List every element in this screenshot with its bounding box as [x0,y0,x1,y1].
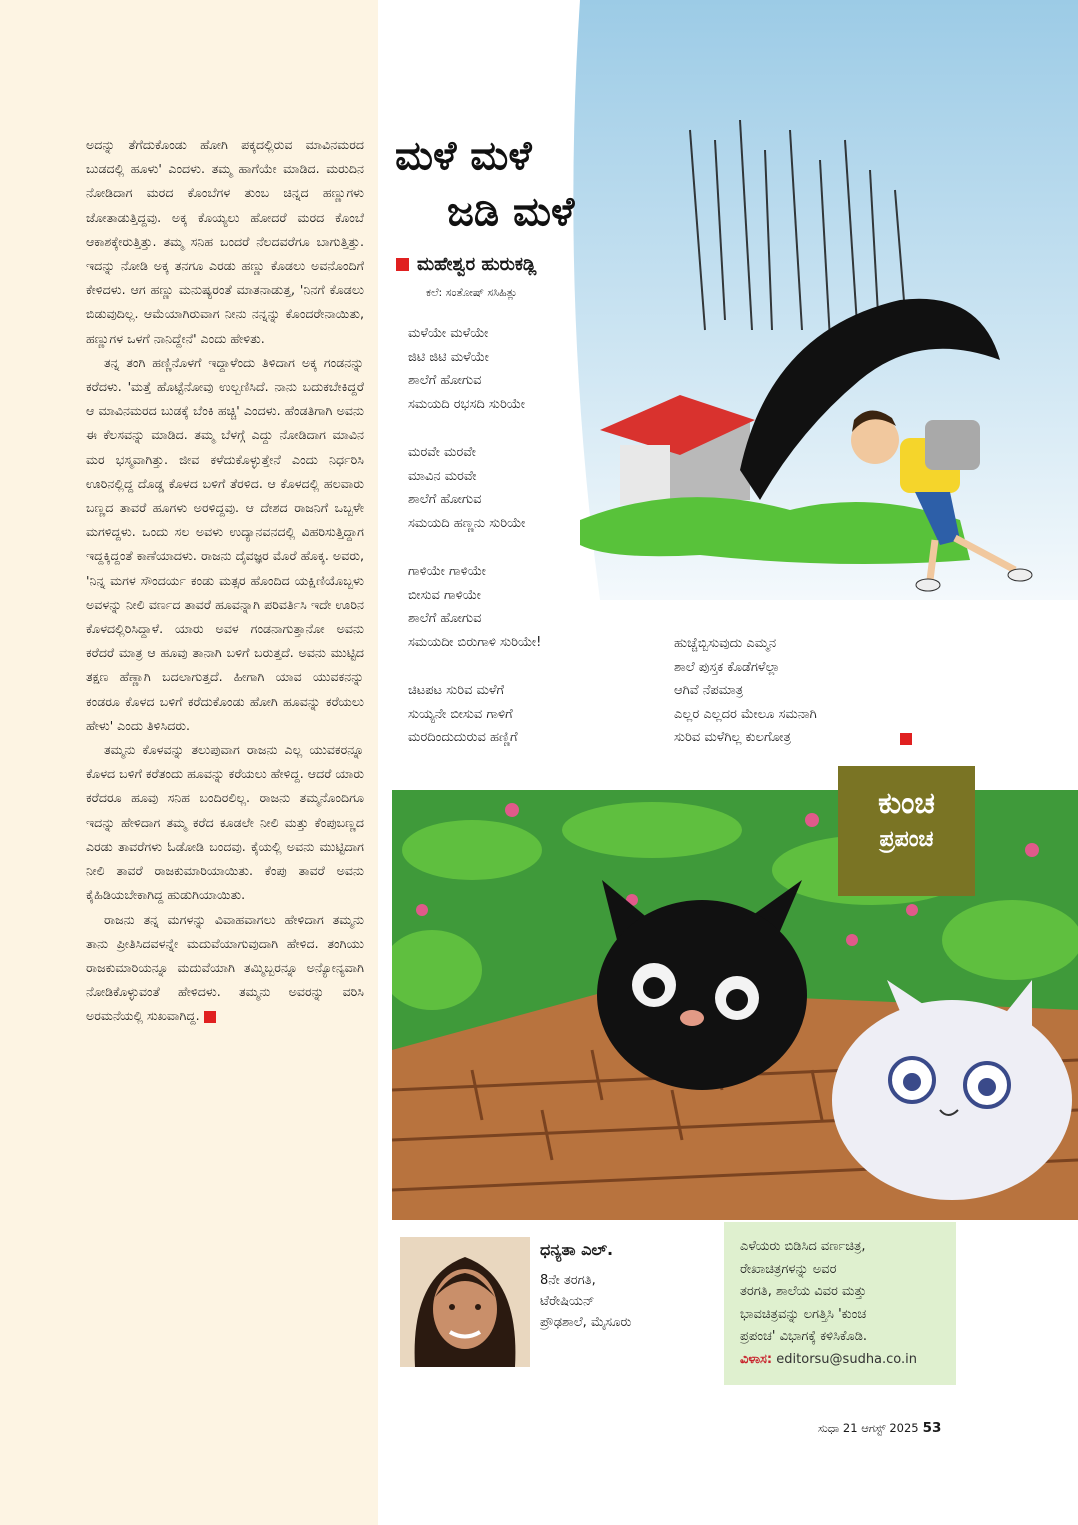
story-paragraph: ಅದನ್ನು ತೆಗೆದುಕೊಂಡು ಹೋಗಿ ಪಕ್ಕದಲ್ಲಿರುವ ಮಾವಿನಮರದ ಬುಡದಲ್ಲಿ ಹೂಳು' ಎಂದಳು. ತಮ್ಮ ಹಾಗೆಯೇ ಮಾಡಿದ. ಮರುದಿನ ನೋಡಿದಾಗ ಮರದ ಕೊಂಬೆಗಳ ತುಂಬ ಚಿನ್ನದ ಹಣ್ಣುಗಳು ಜೋತಾಡುತ್ತಿದ್ದವು. ಅಕ್ಕ ಕೊಯ್ಯಲು ಹೋದರೆ ಮರದ ಕೊಂಬೆ ಆಕಾಶಕ್ಕೇರುತ್ತಿತ್ತು. ತಮ್ಮ ಸನಿಹ ಬಂದರೆ ನೆಲದವರೆಗೂ ಬಾಗುತ್ತಿತ್ತು. ಇದನ್ನು ನೋಡಿ ಅಕ್ಕ ತನಗೂ ಎರಡು ಹಣ್ಣು ಕೊಡಲು ಅವನೊಂದಿಗೆ ಕೇಳಿದಳು. ಆಗ ಹಣ್ಣು ಮನುಷ್ಯರಂತೆ ಮಾತನಾಡುತ್ತ, 'ನಿನಗೆ ಕೊಡಲು ಬಿಡುವುದಿಲ್ಲ. ಆಮೆಯಾಗಿರುವಾಗ ನೀನು ನನ್ನನ್ನು ಕೊಂದರೇನಾಯಿತು, ಹಣ್ಣುಗಳ ಒಳಗೆ ನಾನಿದ್ದೇನೆ' ಎಂದು ಹೇಳಿತು. [86,137,364,346]
poem-line: ಮರದಿಂದುದುರುವ ಹಣ್ಣಿಗೆ [408,730,518,745]
cats-on-wall-painting [392,790,1078,1220]
badge-line-2: ಪ್ರಪಂಚ [879,826,934,852]
address-email[interactable]: editorsu@sudha.co.in [776,1351,918,1367]
poem-line: ಸುರಿವ ಮಳೆಗಿಲ್ಲ ಕುಲಗೋತ್ರ [674,730,791,745]
artist-info-line: 8ನೇ ತರಗತಿ, [540,1273,596,1288]
submission-info-box [724,1222,956,1385]
kuncha-prapancha-badge [838,766,975,896]
poem-art-credit: ಕಲೆ: ಸಂತೋಷ್ ಸಸಿಹಿತ್ಲು [426,286,518,299]
artist-name: ಧನ್ಯತಾ ಎಲ್. [540,1240,614,1259]
story-final-text: ರಾಜನು ತನ್ನ ಮಗಳನ್ನು ವಿವಾಹವಾಗಲು ಹೇಳಿದಾಗ ತಮ್ಮನು ತಾನು ಪ್ರೀತಿಸಿದವಳನ್ನೇ ಮದುವೆಯಾಗುವುದಾಗಿ ಹೇಳಿದ. ತಂಗಿಯು ರಾಜಕುಮಾರಿಯನ್ನೂ ಮದುವೆಯಾಗಿ ತಮ್ಮಿಬ್ಬರನ್ನೂ ಅನ್ಯೋನ್ಯವಾಗಿ ನೋಡಿಕೊಳ್ಳುವಂತೆ ಹೇಳಿದಳು. ತಮ್ಮನು ಅವರನ್ನು ವರಿಸಿ ಅರಮನೆಯಲ್ಲಿ ಸುಖವಾಗಿದ್ದ. [86,911,364,1024]
poem-stanza-5 [674,632,817,750]
poem-line: ಶಾಲೆಗೆ ಹೋಗುವ [408,492,482,507]
poem-line: ಎಲ್ಲರ ಎಲ್ಲದರ ಮೇಲೂ ಸಮನಾಗಿ [674,706,817,722]
address-label: ವಿಳಾಸ: [740,1351,773,1367]
poem-line: ಹುಚ್ಚೆಬ್ಬಿಸುವುದು ಎಮ್ಮನ [674,636,777,651]
submission-address [740,1349,950,1372]
poem-line: ಚಿಟಪಟ ಸುರಿವ ಮಳೆಗೆ [408,683,505,698]
poem-title-line-1: ಮಳೆ ಮಳೆ [395,132,532,179]
submission-line: ಪ್ರಪಂಚ' ವಿಭಾಗಕ್ಕೆ ಕಳಿಸಿಕೊಡಿ. [740,1329,868,1344]
story-paragraph: ತಮ್ಮನು ಕೊಳವನ್ನು ತಲುಪುವಾಗ ರಾಜನು ಎಲ್ಲ ಯುವಕರನ್ನೂ ಕೊಳದ ಬಳಿಗೆ ಕರೆತಂದು ಹೂವನ್ನು ಕರೆಯಲು ಹೇಳಿದ್ದ. ಆದರೆ ಯಾರು ಕರೆದರೂ ಹೂವು ಸನಿಹ ಬಂದಿರಲಿಲ್ಲ. ರಾಜನು ತಮ್ಮನೊಂದಿಗೂ ಇದನ್ನು ಹೇಳಿದಾಗ ತಮ್ಮ ಕರೆದ ಕೂಡಲೇ ನೀಲಿ ಮತ್ತು ಕೆಂಪುಬಣ್ಣದ ಎರಡು ತಾವರೆಗಳು ಓಡೋಡಿ ಬಂದವು. ಕೈಯಲ್ಲಿ ಅವನು ಮುಟ್ಟಿದಾಗ ನೀಲಿ ತಾವರೆ ರಾಜಕುಮಾರಿಯಾಯಿತು. ಕೆಂಪು ತಾವರೆ ಅವನು ಕೈಹಿಡಿಯಬೇಕಾಗಿದ್ದ ಹುಡುಗಿಯಾಯಿತು. [86,742,364,903]
poem-line: ಮಾವಿನ ಮರವೇ [408,468,477,484]
poem-stanza-1 [408,322,525,416]
poem-line: ಬೀಸುವ ಗಾಳಿಯೇ [408,587,481,603]
submission-line: ಭಾವಚಿತ್ರವನ್ನು ಲಗತ್ತಿಸಿ 'ಕುಂಚ [740,1306,867,1322]
poem-title-line-2: ಜಡಿ ಮಳೆ [447,188,575,235]
poem-line: ಸಮಯದಿ ಹಣ್ಣನು ಸುರಿಯೇ [408,515,526,531]
author-red-square [396,258,409,271]
poem-title [395,128,655,240]
artist-info [540,1270,631,1333]
poem-end-mark [900,733,912,745]
submission-line: ತರಗತಿ, ಶಾಲೆಯ ವಿವರ ಮತ್ತು [740,1284,867,1299]
page-number: 53 [922,1420,942,1436]
poem-line: ಗಾಳಿಯೇ ಗಾಳಿಯೇ [408,564,486,579]
story-text [86,133,364,1029]
poem-stanza-2 [408,441,525,535]
poem-stanza-3 [408,560,541,654]
story-paragraph [86,908,364,1029]
poem-author-name: ಮಹೇಶ್ವರ ಹುರುಕಡ್ಲಿ [417,254,537,275]
poem-line: ಆಗಿವೆ ನೆಪಮಾತ್ರ [674,683,744,698]
poem-line: ಜಿಟಿ ಜಿಟಿ ಮಳೆಯೇ [408,349,489,365]
artist-photo [400,1237,530,1367]
poem-line: ಸಮಯದೀ ಬಿರುಗಾಳಿ ಸುರಿಯೇ! [408,634,542,650]
poem-line: ಮಳೆಯೇ ಮಳೆಯೇ [408,326,489,341]
poem-line: ಸಮಯದಿ ರಭಸದಿ ಸುರಿಯೇ [408,396,525,412]
poem-line: ಶಾಲೆ ಪುಸ್ತಕ ಕೊಡೆಗಳೆಲ್ಲಾ [674,659,780,675]
artist-info-line: ಟೆರೇಷಿಯನ್ [540,1294,595,1309]
submission-line: ಎಳೆಯರು ಬಿಡಿಸಿದ ವರ್ಣಚಿತ್ರ, [740,1239,866,1254]
poem-line: ಶಾಲೆಗೆ ಹೋಗುವ [408,611,482,626]
poem-author [396,254,536,275]
poem-line: ಮರವೇ ಮರವೇ [408,445,476,460]
badge-line-1: ಕುಂಚ [878,786,935,821]
artist-info-line: ಪ್ರೌಢಶಾಲೆ, ಮೈಸೂರು [540,1315,632,1330]
poem-stanza-4 [408,679,518,750]
submission-text [740,1236,950,1371]
issue-info: ಸುಧಾ 21 ಆಗಸ್ಟ್ 2025 [818,1421,919,1435]
poem-line: ಸುಯ್ಯನೇ ಬೀಸುವ ಗಾಳಿಗೆ [408,706,513,722]
submission-line: ರೇಖಾಚಿತ್ರಗಳನ್ನು ಅವರ [740,1261,837,1277]
story-end-mark [204,1011,216,1023]
page-footer [818,1420,941,1436]
story-paragraph: ತನ್ನ ತಂಗಿ ಹಣ್ಣಿನೊಳಗೆ ಇದ್ದಾಳೆಂದು ತಿಳಿದಾಗ ಅಕ್ಕ ಗಂಡನನ್ನು ಕರೆದಳು. 'ಮತ್ತೆ ಹೊಟ್ಟೆನೋವು ಉಲ್ಬಣಿಸಿದೆ. ನಾನು ಬದುಕಬೇಕಿದ್ದರೆ ಆ ಮಾವಿನಮರದ ಬುಡಕ್ಕೆ ಬೆಂಕಿ ಹಚ್ಚಿ' ಎಂದಳು. ಹೆಂಡತಿಗಾಗಿ ಅವನು ಈ ಕೆಲಸವನ್ನು ಮಾಡಿದ. ತಮ್ಮ ಬೆಳಗ್ಗೆ ಎದ್ದು ನೋಡಿದಾಗ ಮಾವಿನ ಮರ ಭಸ್ಮವಾಗಿತ್ತು. ಜೀವ ಕಳೆದುಕೊಳ್ಳುತ್ತೇನೆ ಎಂದು ನಿರ್ಧರಿಸಿ ಊರಿನಲ್ಲಿದ್ದ ದೊಡ್ಡ ಕೊಳದ ಬಳಿಗೆ ತೆರಳಿದ. ಆ ಕೊಳದಲ್ಲಿ ಹಲವಾರು ಬಣ್ಣದ ತಾವರೆ ಹೂಗಳು ಅರಳಿದ್ದವು. ಆ ದೇಶದ ರಾಜನಿಗೆ ಒಬ್ಬಳೇ ಮಗಳಿದ್ದಳು. ಒಂದು ಸಲ ಅವಳು ಉದ್ಯಾನವನದಲ್ಲಿ ವಿಹರಿಸುತ್ತಿದ್ದಾಗ ಇದ್ದಕ್ಕಿದ್ದಂತೆ ಕಾಣೆಯಾದಳು. ರಾಜನು ದೈವಜ್ಞರ ಮೊರೆ ಹೊಕ್ಕ. ಅವರು, 'ನಿನ್ನ ಮಗಳ ಸೌಂದರ್ಯ ಕಂಡು ಮತ್ಸರ ಹೊಂದಿದ ಯಕ್ಷಿಣಿಯೊಬ್ಬಳು ಅವಳನ್ನು ನೀಲಿ ವರ್ಣದ ತಾವರೆ ಹೂವನ್ನಾಗಿ ಪರಿವರ್ತಿಸಿ ಇದೇ ಊರಿನ ಕೊಳದಲ್ಲಿರಿಸಿದ್ದಾಳೆ. ಯಾರು ಅವಳ ಗಂಡನಾಗುತ್ತಾನೋ ಅವನು ಕರೆದರೆ ಮಾತ್ರ ಆ ಹೂವು ತಾನಾಗಿ ಬಳಿಗೆ ಬರುತ್ತದೆ. ಅವನು ಮುಟ್ಟಿದ ತಕ್ಷಣ ಹೆಣ್ಣಾಗಿ ಬದಲಾಗುತ್ತದೆ. ಹೀಗಾಗಿ ಯಾವ ಯುವಕನನ್ನು ಕಂಡರೂ ಕೊಳದ ಬಳಿಗೆ ಕರೆದುಕೊಂಡು ಹೋಗಿ ಹೂವನ್ನು ಕರೆಯಲು ಹೇಳು' ಎಂದು ತಿಳಿಸಿದರು. [86,354,364,733]
rain-boy-umbrella-illustration [540,0,1078,600]
poem-line: ಶಾಲೆಗೆ ಹೋಗುವ [408,373,482,388]
